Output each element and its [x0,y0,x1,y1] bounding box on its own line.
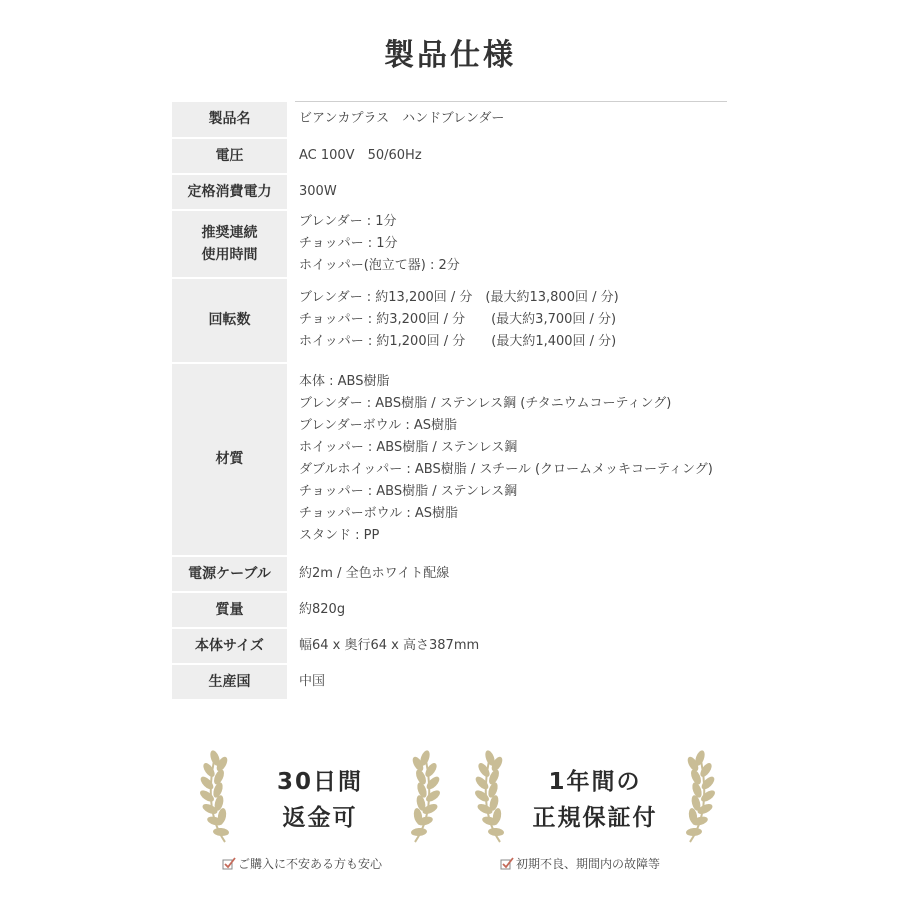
laurel-right-icon [676,750,720,846]
spec-label-line: 生産国 [208,673,251,690]
spec-value [291,592,727,628]
checkbox-check-icon [222,857,236,871]
spec-value-line: 本体 : ABS樹脂 [299,374,390,389]
spec-value-line: 約820g [299,601,346,617]
spec-label-line: 定格消費電力 [187,183,272,200]
spec-label-line: 電圧 [215,147,244,164]
warranty-badge-line2: 正規保証付 [532,805,658,831]
spec-row [172,102,727,138]
laurel-left-icon [470,750,514,846]
spec-value-line: ブレンダーボウル : AS樹脂 [299,418,458,433]
warranty-badge-text [514,764,676,836]
refund-badge-line1: 30日間 [276,769,363,795]
spec-row [172,363,727,556]
spec-value-line: 幅64 x 奥行64 x 高さ387mm [299,637,480,653]
spec-row [172,278,727,363]
spec-row [172,138,727,174]
spec-label-line: 本体サイズ [195,637,264,654]
laurel-right-icon [401,750,445,846]
spec-value-line: ホイッパー(泡立て器) : 2分 [299,257,460,273]
spec-label [172,556,291,592]
spec-label-line: 使用時間 [201,246,258,263]
spec-value-line: ホイッパー : ABS樹脂 / ステンレス鋼 [299,440,518,455]
spec-label [172,363,291,556]
spec-label [172,138,291,174]
page-title: 製品仕様 [384,38,516,73]
spec-value [291,174,727,210]
refund-badge-text [239,764,401,836]
spec-value [291,102,727,138]
spec-value [291,628,727,664]
spec-row [172,556,727,592]
spec-value [291,556,727,592]
warranty-note [500,855,660,872]
spec-label-line: 電源ケーブル [188,565,271,582]
spec-row [172,210,727,278]
spec-value-line: チョッパーボウル : AS樹脂 [299,506,459,521]
spec-value-line: ブレンダー : 約13,200回 / 分 (最大約13,800回 / 分) [299,290,619,305]
spec-value-line: ブレンダー : 1分 [299,213,397,229]
checkbox-check-icon [500,857,514,871]
spec-value [291,363,727,556]
warranty-note-text: 初期不良、期間内の故障等 [516,857,661,871]
spec-value-line: AC 100V 50/60Hz [299,147,422,163]
spec-value-line: チョッパー : 1分 [299,235,398,251]
spec-label [172,278,291,363]
spec-label-line: 回転数 [208,312,251,328]
spec-value-line: 約2m / 全色ホワイト配線 [299,565,450,581]
spec-value [291,138,727,174]
spec-value-line: 300W [299,183,337,199]
spec-row [172,174,727,210]
spec-value [291,278,727,363]
spec-row [172,592,727,628]
spec-value [291,210,727,278]
spec-label [172,592,291,628]
spec-value-line: ビアンカプラス ハンドブレンダー [299,111,505,127]
refund-badge [195,750,445,850]
spec-label [172,102,291,138]
warranty-badge-line1: 1年間の [548,769,642,795]
spec-value [291,664,727,700]
spec-value-line: スタンド : PP [299,528,380,543]
spec-value-line: ダブルホイッパー : ABS樹脂 / スチール (クロームメッキコーティング) [299,462,713,477]
warranty-badge [470,750,720,850]
spec-label [172,210,291,278]
spec-value-line: ホイッパー : 約1,200回 / 分 (最大約1,400回 / 分) [299,334,617,349]
spec-value-line: チョッパー : ABS樹脂 / ステンレス鋼 [299,484,518,499]
refund-badge-line2: 返金可 [282,805,358,831]
spec-label-line: 材質 [215,451,244,467]
spec-label [172,664,291,700]
spec-label [172,628,291,664]
spec-table [172,101,727,701]
spec-row [172,628,727,664]
spec-label-line: 推奨連続 [201,224,258,241]
laurel-left-icon [195,750,239,846]
spec-value-line: ブレンダー : ABS樹脂 / ステンレス鋼 (チタニウムコーティング) [299,396,672,411]
spec-label-line: 質量 [215,601,244,618]
spec-value-line: チョッパー : 約3,200回 / 分 (最大約3,700回 / 分) [299,312,617,327]
spec-label-line: 製品名 [208,111,251,127]
refund-note-text: ご購入に不安ある方も安心 [238,857,383,871]
spec-label [172,174,291,210]
spec-value-line: 中国 [299,673,326,689]
refund-note [222,855,382,872]
spec-row [172,664,727,700]
